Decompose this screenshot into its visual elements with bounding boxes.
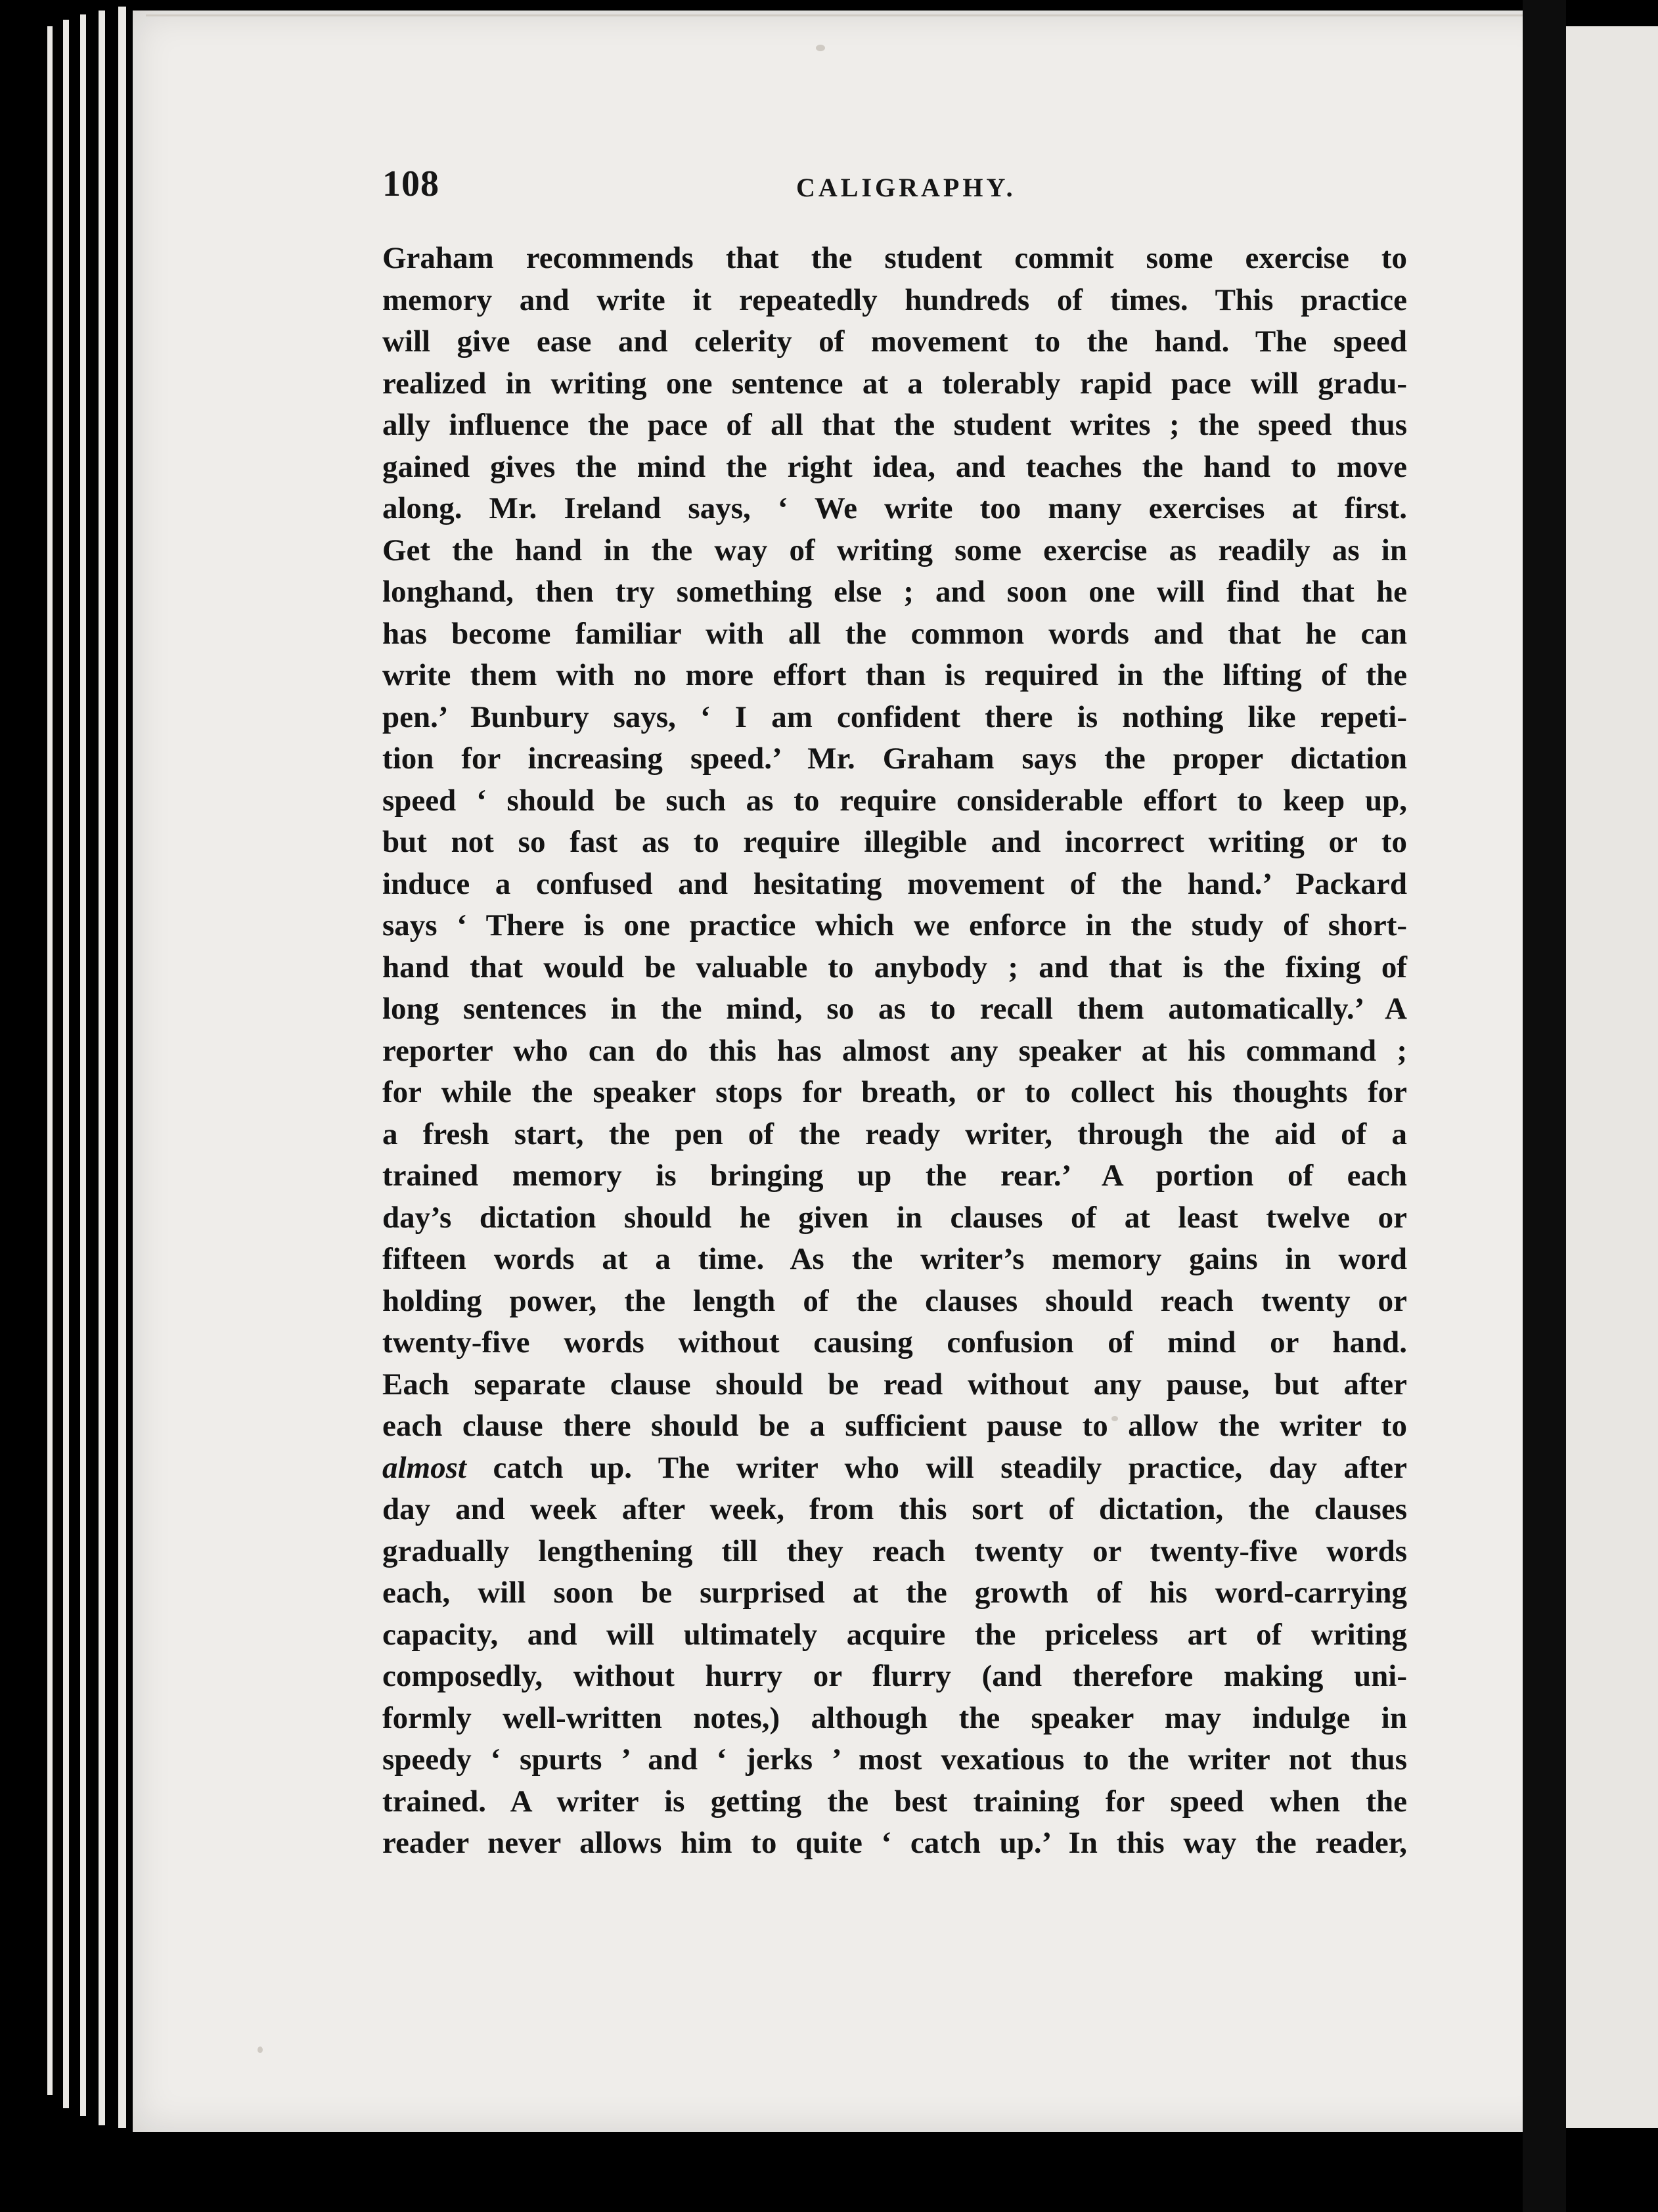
text-line: trained memory is bringing up the rear.’ A portion of each [382, 1159, 1407, 1193]
text-line: but not so fast as to require illegible and incorrect writing or to [382, 825, 1407, 859]
running-head [382, 163, 1407, 209]
text-line: trained. A writer is getting the best training for speed when the [382, 1784, 1407, 1819]
italic-word: almost [382, 1450, 466, 1485]
text-line: reporter who can do this has almost any speaker at his command ; [382, 1033, 1407, 1068]
text-line: hand that would be valuable to anybody ; and that is the fixing of [382, 950, 1407, 984]
page-gutter [1523, 0, 1566, 2212]
text-line: a fresh start, the pen of the ready writer, through the aid of a [382, 1117, 1407, 1151]
page-edge [118, 7, 126, 2128]
text-line: ally influence the pace of all that the student writes ; the speed thus [382, 408, 1407, 442]
page-edge [63, 20, 69, 2108]
running-title: CALIGRAPHY. [796, 173, 1016, 202]
body-text [382, 238, 1407, 1865]
text-line: memory and write it repeatedly hundreds of times. This practice [382, 282, 1407, 317]
text-line: gained gives the mind the right idea, and teaches the hand to move [382, 449, 1407, 484]
page-number: 108 [382, 164, 439, 204]
text-line: each, will soon be surprised at the growth of his word-carrying [382, 1576, 1407, 1610]
text-line: formly well-written notes,) although the speaker may indulge in [382, 1700, 1407, 1735]
text-line: speedy ‘ spurts ’ and ‘ jerks ’ most vexatious to the writer not thus [382, 1742, 1407, 1777]
page-edge [80, 14, 86, 2116]
facing-page-edge [1566, 26, 1658, 2128]
text-line: write them with no more effort than is required in the lifting of the [382, 658, 1407, 692]
text-line: speed ‘ should be such as to require considerable effort to keep up, [382, 783, 1407, 818]
text-line: Get the hand in the way of writing some exercise as readily as in [382, 533, 1407, 567]
text-line: induce a confused and hesitating movement of the hand.’ Packard [382, 866, 1407, 901]
page-edge [47, 26, 53, 2095]
text-line: longhand, then try something else ; and soon one will find that he [382, 575, 1407, 609]
text-line: will give ease and celerity of movement to the hand. The speed [382, 324, 1407, 359]
text-line: day’s dictation should he given in clauses of at least twelve or [382, 1200, 1407, 1235]
text-line: gradually lengthening till they reach twenty or twenty-five words [382, 1534, 1407, 1568]
text-line: long sentences in the mind, so as to recall them automatically.’ A [382, 992, 1407, 1026]
text-line: has become familiar with all the common words and that he can [382, 616, 1407, 651]
page-edge [99, 11, 105, 2125]
text-line: realized in writing one sentence at a tolerably rapid pace will gradu- [382, 366, 1407, 401]
text-line: day and week after week, from this sort of dictation, the clauses [382, 1492, 1407, 1526]
text-line: tion for increasing speed.’ Mr. Graham says the proper dictation [382, 741, 1407, 776]
text-line: along. Mr. Ireland says, ‘ We write too many exercises at first. [382, 491, 1407, 525]
text-line: composedly, without hurry or flurry (and therefore making uni- [382, 1659, 1407, 1693]
text-line: reader never allows him to quite ‘ catch up.’ In this way the reader, [382, 1826, 1407, 1860]
text-line: twenty-five words without causing confusion of mind or hand. [382, 1325, 1407, 1360]
scan-speck [258, 2046, 263, 2053]
text-line: Graham recommends that the student commit some exercise to [382, 241, 1407, 275]
text-line: Each separate clause should be read without any pause, but after [382, 1367, 1407, 1402]
text-line: says ‘ There is one practice which we enforce in the study of short- [382, 908, 1407, 942]
text-line: for while the speaker stops for breath, or to collect his thoughts for [382, 1075, 1407, 1109]
text-line [382, 1448, 1407, 1490]
text-line: capacity, and will ultimately acquire the priceless art of writing [382, 1617, 1407, 1652]
text-line: pen.’ Bunbury says, ‘ I am confident there is nothing like repeti- [382, 699, 1407, 734]
text-line-rest: catch up. The writer who will steadily practice, day after [466, 1450, 1407, 1485]
text-line: holding power, the length of the clauses should reach twenty or [382, 1283, 1407, 1318]
scan-speck [816, 45, 825, 51]
text-line: fifteen words at a time. As the writer’s memory gains in word [382, 1242, 1407, 1276]
text-line: each clause there should be a sufficient pause to allow the writer to [382, 1409, 1407, 1443]
